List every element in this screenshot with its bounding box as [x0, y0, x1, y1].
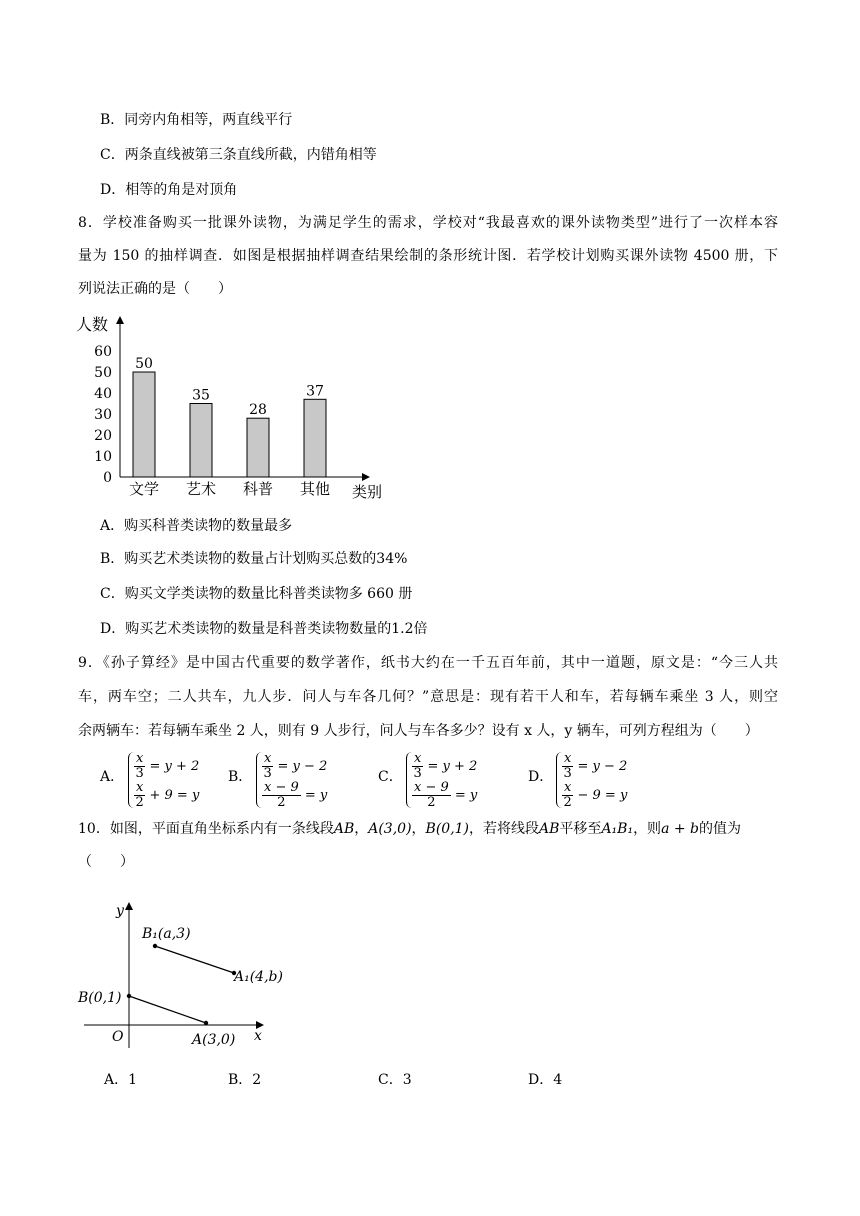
bar-文学	[133, 372, 155, 477]
q9-stem-line1: 9．《孙子算经》是中国古代重要的数学著作，纸书大约在一千五百年前，其中一道题，原文是：“今三人共	[78, 655, 778, 671]
option-label: B．	[228, 769, 253, 785]
q9-option-c	[378, 752, 508, 808]
eq1-rhs: = y − 2	[277, 759, 328, 774]
q9-option-b	[228, 752, 358, 808]
category-label: 艺术	[185, 480, 217, 498]
y-tick-label: 30	[94, 407, 112, 423]
q10-mid: ，若将线段	[469, 821, 540, 837]
bar-科普	[247, 418, 269, 477]
q10-end: ，则	[633, 821, 662, 837]
eq2-numerator: x	[136, 780, 144, 795]
eq1-denominator: 3	[563, 766, 572, 781]
eq1-denominator: 3	[135, 766, 144, 781]
eq2-rhs: = y	[454, 788, 478, 803]
q10-stem-line1: 10．如图，平面直角坐标系内有一条线段AB，A(3,0)，B(0,1)，若将线段AB平移至A₁B₁，则a + b的值为	[78, 821, 742, 837]
q9-stem-line2: 车，两车空；二人共车，九人步．问人与车各几何？”意思是：现有若干人和车，若每辆车乘坐 3 人，则空	[78, 689, 778, 705]
origin-label: O	[112, 1029, 124, 1045]
eq2-denominator: 2	[563, 795, 572, 810]
eq1-denominator: 3	[263, 766, 272, 781]
q10-point-b: B(0,1)	[425, 821, 470, 837]
y-tick-label: 10	[94, 449, 112, 465]
y-axis-label: 人数	[76, 315, 109, 334]
y-tick-label: 40	[94, 386, 112, 402]
q10-option-b: B．2	[228, 1072, 262, 1088]
eq2-rhs: − 9 = y	[577, 788, 628, 803]
q9-option-a	[100, 752, 230, 808]
bar-艺术	[190, 404, 212, 478]
eq2-rhs: = y	[304, 788, 328, 803]
eq2-denominator: 2	[135, 795, 144, 810]
q7-option-d: D．相等的角是对顶角	[100, 182, 238, 198]
q7-option-b: B．同旁内角相等，两直线平行	[100, 112, 293, 128]
y-axis-arrow	[116, 316, 124, 324]
label-a1: A₁(4,b)	[234, 969, 283, 985]
eq1-numerator: x	[414, 751, 422, 766]
option-label: C．	[378, 769, 403, 785]
q10-seg-ab: AB	[333, 821, 355, 837]
data-label: 37	[306, 383, 324, 400]
q10-stem-line2: （ ）	[78, 854, 134, 870]
data-label: 50	[135, 356, 153, 372]
eq1-numerator: x	[264, 751, 272, 766]
eq1-rhs: = y + 2	[427, 759, 478, 774]
q8-option-c: C．购买文学类读物的数量比科普类读物多 660 册	[100, 586, 413, 602]
x-axis-label: x	[254, 1028, 262, 1044]
q8-option-b: B．购买艺术类读物的数量占计划购买总数的34%	[100, 551, 408, 567]
y-tick-label: 0	[103, 470, 112, 486]
q10-tail: 的值为	[699, 821, 742, 837]
equation-2	[412, 781, 477, 810]
y-tick-label: 60	[94, 344, 112, 360]
q9-option-d	[528, 752, 658, 808]
equation-1	[262, 752, 327, 781]
eq1-denominator: 3	[413, 766, 422, 781]
eq2-rhs: + 9 = y	[149, 788, 200, 803]
q7-option-c: C．两条直线被第三条直线所截，内错角相等	[100, 147, 377, 163]
data-label: 35	[192, 387, 210, 404]
q10-option-a: A．1	[104, 1072, 138, 1088]
bar-其他	[304, 399, 326, 477]
q9-stem-line3: 余两辆车：若每辆车乘坐 2 人，则有 9 人步行，问人与车各多少？设有 x 人，y 辆车，可列方程组为（ ）	[78, 723, 759, 739]
eq1-numerator: x	[564, 751, 572, 766]
x-axis-label: 类别	[352, 483, 383, 501]
q10-option-d: D．4	[528, 1072, 563, 1088]
y-axis-label: y	[116, 903, 124, 919]
q8-stem-line3: 列说法正确的是（ ）	[78, 281, 232, 297]
y-tick-label: 20	[94, 428, 112, 444]
category-label: 文学	[128, 480, 160, 498]
equation-2	[134, 781, 199, 810]
eq2-numerator: x − 9	[264, 780, 299, 795]
eq2-numerator: x − 9	[414, 780, 449, 795]
equation-1	[134, 752, 199, 781]
y-tick-label: 50	[94, 365, 112, 381]
q8-stem-line2: 量为 150 的抽样调查．如图是根据抽样调查结果绘制的条形统计图．若学校计划购买课外读物 4500 册，下	[78, 248, 778, 264]
eq2-denominator: 2	[427, 795, 436, 810]
q8-option-d: D．购买艺术类读物的数量是科普类读物数量的1.2倍	[100, 621, 428, 637]
q10-prefix: 10．如图，平面直角坐标系内有一条线段	[78, 821, 334, 837]
eq1-numerator: x	[136, 751, 144, 766]
point-a	[204, 1021, 208, 1025]
coordinate-figure	[76, 898, 283, 1052]
q10-to: 平移至	[559, 821, 602, 837]
q10-seg-ab-2: AB	[539, 821, 560, 837]
segment-a1b1	[155, 946, 234, 973]
eq1-rhs: = y − 2	[577, 759, 628, 774]
bar-chart	[70, 310, 400, 506]
segment-ab	[129, 996, 206, 1023]
q10-option-c: C．3	[378, 1072, 412, 1088]
category-label: 科普	[242, 480, 274, 498]
equation-1	[412, 752, 477, 781]
point-b1	[153, 944, 157, 948]
option-label: A．	[100, 769, 125, 785]
option-label: D．	[528, 769, 554, 785]
eq2-numerator: x	[564, 780, 572, 795]
eq2-denominator: 2	[277, 795, 286, 810]
x-axis-arrow	[362, 473, 370, 481]
q10-point-a: A(3,0)	[368, 821, 412, 837]
equation-2	[562, 781, 627, 810]
q8-stem-line1: 8．学校准备购买一批课外读物，为满足学生的需求，学校对“我最喜欢的课外读物类型”进行了一次样本容	[78, 215, 778, 231]
label-b: B(0,1)	[78, 990, 122, 1006]
equation-2	[262, 781, 327, 810]
label-b1: B₁(a,3)	[142, 926, 191, 942]
q8-option-a: A．购买科普类读物的数量最多	[100, 518, 293, 534]
equation-1	[562, 752, 627, 781]
label-a: A(3,0)	[192, 1032, 236, 1048]
q10-seg-a1b1: A₁B₁	[601, 821, 634, 837]
eq1-rhs: = y + 2	[149, 759, 200, 774]
category-label: 其他	[299, 480, 331, 498]
q10-expr: a + b	[661, 821, 700, 837]
data-label: 28	[249, 402, 267, 419]
point-b	[127, 994, 131, 998]
